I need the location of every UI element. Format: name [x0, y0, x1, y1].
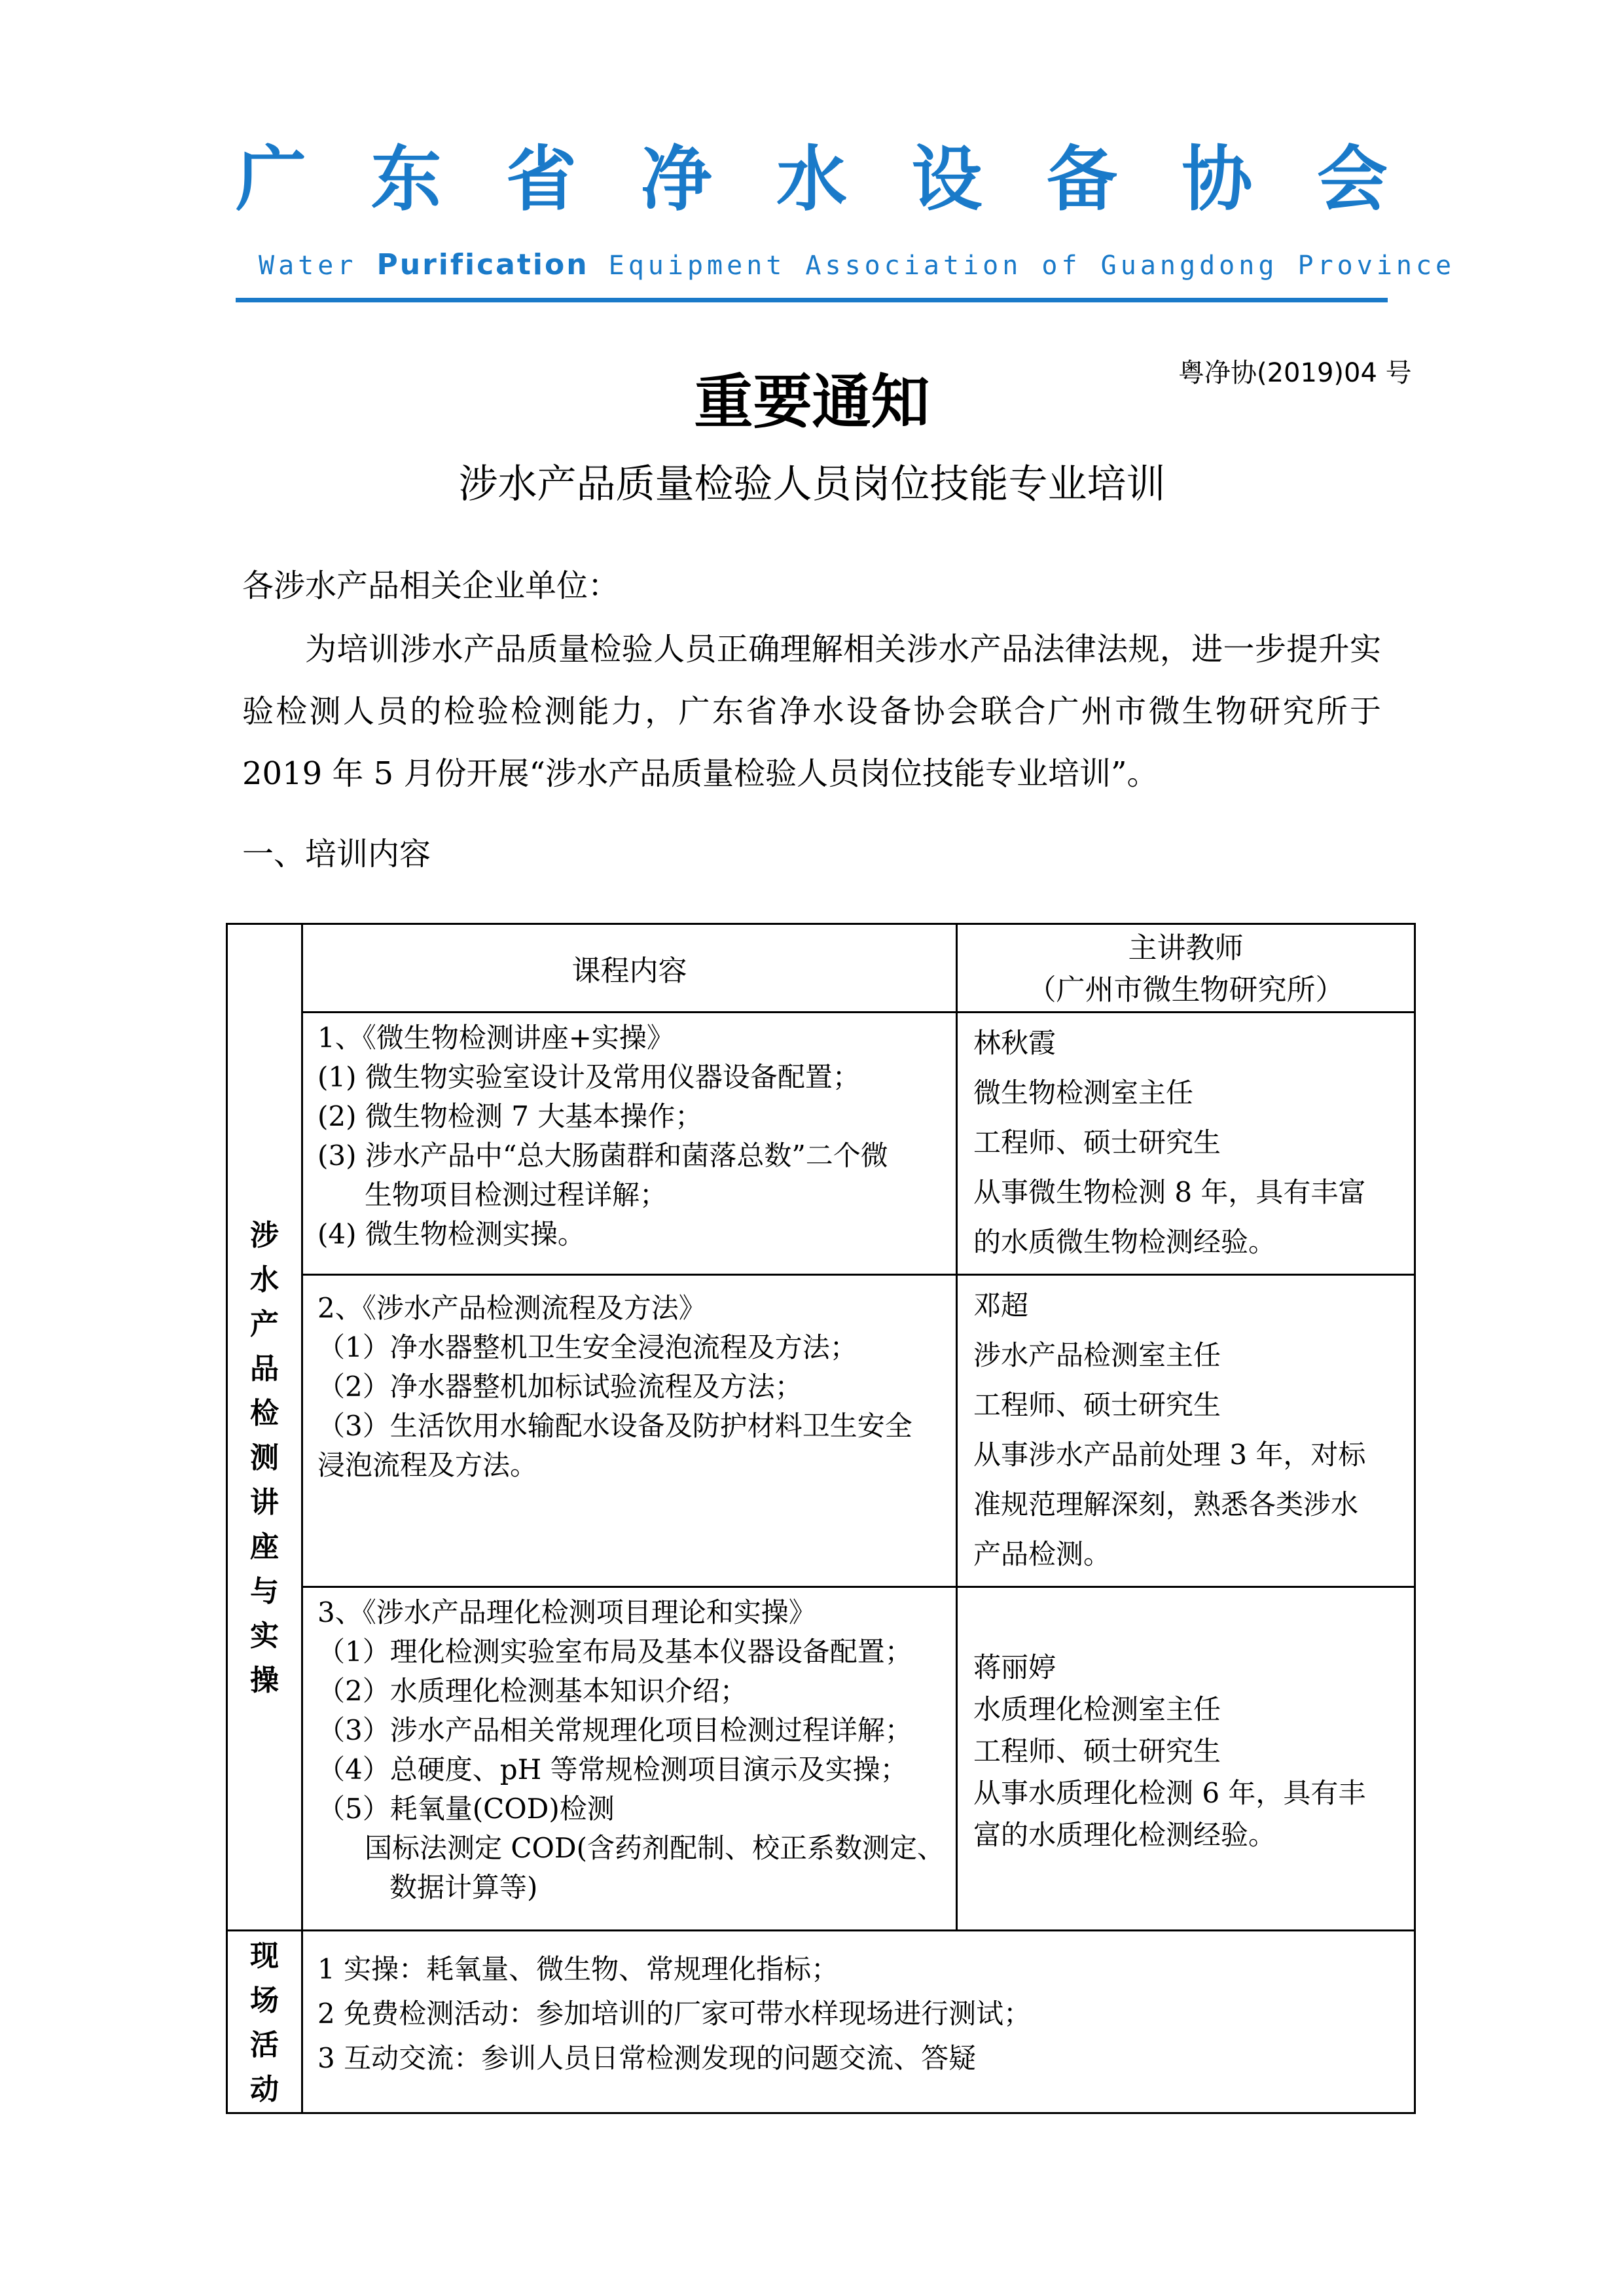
org-en-suffix: Equipment Association of Guangdong Province: [588, 251, 1456, 281]
organization-name: [236, 134, 1388, 226]
teacher-line: 涉水产品检测室主任: [973, 1339, 1221, 1371]
org-char: 净: [641, 139, 712, 221]
category-char: 测: [250, 1441, 279, 1475]
course-line: 2、《涉水产品检测流程及方法》: [317, 1292, 706, 1324]
course-line: 数据计算等): [389, 1871, 538, 1903]
table-row: [227, 1587, 1415, 1931]
course-line: （5）耗氧量(COD)检测: [317, 1793, 615, 1825]
course-line: 生物项目检测过程详解；: [365, 1179, 668, 1211]
category-char: 动: [250, 2073, 279, 2106]
teacher-cell: [957, 1275, 1415, 1587]
org-char: 东: [370, 139, 442, 221]
category-char: 水: [250, 1263, 279, 1297]
course-line: 浸泡流程及方法。: [317, 1449, 538, 1481]
teacher-line: 工程师、硕士研究生: [973, 1126, 1221, 1158]
course-line: （3）生活饮用水输配水设备及防护材料卫生安全: [317, 1410, 912, 1442]
header-course: 课程内容: [302, 924, 957, 1013]
table-header-row: [227, 924, 1415, 1013]
teacher-cell: [957, 1013, 1415, 1275]
header-divider: [236, 298, 1388, 302]
teacher-name: 蒋丽婷: [973, 1651, 1056, 1683]
course-line: （1）净水器整机卫生安全浸泡流程及方法；: [317, 1331, 857, 1363]
activity-cell: [302, 1931, 1415, 2113]
teacher-line: 从事水质理化检测 6 年，具有丰: [973, 1777, 1366, 1809]
document-subtitle: 涉水产品质量检验人员岗位技能专业培训: [458, 461, 1166, 507]
course-line: (4) 微生物检测实操。: [317, 1218, 585, 1250]
category-char: 产: [250, 1308, 279, 1341]
teacher-line: 的水质微生物检测经验。: [973, 1226, 1276, 1258]
teacher-line: 从事微生物检测 8 年，具有丰富: [973, 1176, 1366, 1208]
org-en-prefix: Water: [259, 251, 377, 281]
course-cell: [302, 1587, 957, 1931]
table-row: [227, 1013, 1415, 1275]
document-title: 重要通知: [694, 368, 930, 437]
category-cell: [227, 1931, 302, 2113]
teacher-line: 工程师、硕士研究生: [973, 1389, 1221, 1421]
course-line: (1) 微生物实验室设计及常用仪器设备配置；: [317, 1061, 860, 1093]
organization-english-name: [259, 245, 1456, 285]
salutation: 各涉水产品相关企业单位：: [242, 567, 620, 604]
header-teacher: [957, 924, 1415, 1013]
category-char: 涉: [250, 1219, 279, 1252]
activity-line: 3 互动交流：参训人员日常检测发现的问题交流、答疑: [317, 2042, 977, 2074]
category-char: 现: [250, 1939, 279, 1973]
teacher-name: 林秋霞: [973, 1027, 1056, 1059]
org-en-bold: Purification: [376, 248, 589, 281]
category-char: 与: [250, 1575, 279, 1608]
category-char: 讲: [250, 1486, 279, 1519]
org-char: 协: [1182, 139, 1253, 221]
org-char: 水: [776, 139, 847, 221]
course-line: （4）总硬度、pH 等常规检测项目演示及实操；: [317, 1753, 908, 1785]
teacher-cell: [957, 1587, 1415, 1931]
teacher-line: 工程师、硕士研究生: [973, 1735, 1221, 1767]
category-char: 实: [250, 1619, 279, 1653]
course-line: (3) 涉水产品中“总大肠菌群和菌落总数”二个微: [317, 1139, 888, 1172]
course-line: （1）理化检测实验室布局及基本仪器设备配置；: [317, 1636, 912, 1668]
category-char: 品: [250, 1352, 279, 1386]
intro-paragraph: 为培训涉水产品质量检验人员正确理解相关涉水产品法律法规，进一步提升实验检测人员的检验检测能力，广东省净水设备协会联合广州市微生物研究所于 2019 年 5 月份开展“涉水产品质量检验人员岗位技能专业培训”。: [242, 631, 1381, 792]
teacher-line: 产品检测。: [973, 1538, 1111, 1570]
category-char: 座: [250, 1530, 279, 1564]
course-line: 国标法测定 COD(含药剂配制、校正系数测定、: [365, 1832, 945, 1864]
teacher-line: 准规范理解深刻，熟悉各类涉水: [973, 1488, 1359, 1520]
teacher-line: 水质理化检测室主任: [973, 1693, 1221, 1725]
org-char: 备: [1046, 139, 1117, 221]
training-table: [226, 923, 1416, 2114]
category-char: 操: [250, 1664, 279, 1697]
org-char: 会: [1316, 139, 1388, 221]
category-cell: [227, 924, 302, 1931]
course-cell: [302, 1275, 957, 1587]
header-teacher-title: 主讲教师: [1128, 931, 1244, 965]
section-heading: 一、培训内容: [242, 836, 431, 872]
course-line: 3、《涉水产品理化检测项目理论和实操》: [317, 1596, 816, 1628]
org-char: 省: [505, 139, 577, 221]
teacher-line: 富的水质理化检测经验。: [973, 1819, 1276, 1851]
teacher-line: 微生物检测室主任: [973, 1077, 1194, 1109]
activity-row: [227, 1931, 1415, 2113]
category-char: 场: [250, 1984, 279, 2017]
activity-line: 2 免费检测活动：参加培训的厂家可带水样现场进行测试；: [317, 1998, 1032, 2030]
document-number: 粤净协(2019)04 号: [1178, 358, 1412, 388]
course-line: （2）水质理化检测基本知识介绍；: [317, 1675, 748, 1707]
category-char: 检: [250, 1397, 279, 1430]
category-char: 活: [250, 2028, 279, 2062]
teacher-line: 从事涉水产品前处理 3 年，对标: [973, 1439, 1366, 1471]
org-char: 广: [236, 139, 307, 221]
course-line: 1、《微生物检测讲座+实操》: [317, 1022, 674, 1054]
course-line: (2) 微生物检测 7 大基本操作；: [317, 1100, 703, 1132]
table-row: [227, 1275, 1415, 1587]
course-line: （2）净水器整机加标试验流程及方法；: [317, 1371, 803, 1403]
course-line: （3）涉水产品相关常规理化项目检测过程详解；: [317, 1714, 912, 1746]
teacher-name: 邓超: [973, 1289, 1029, 1321]
header-teacher-institute: （广州市微生物研究所）: [1027, 973, 1344, 1007]
org-char: 设: [911, 139, 983, 221]
course-cell: [302, 1013, 957, 1275]
activity-line: 1 实操：耗氧量、微生物、常规理化指标；: [317, 1953, 839, 1985]
